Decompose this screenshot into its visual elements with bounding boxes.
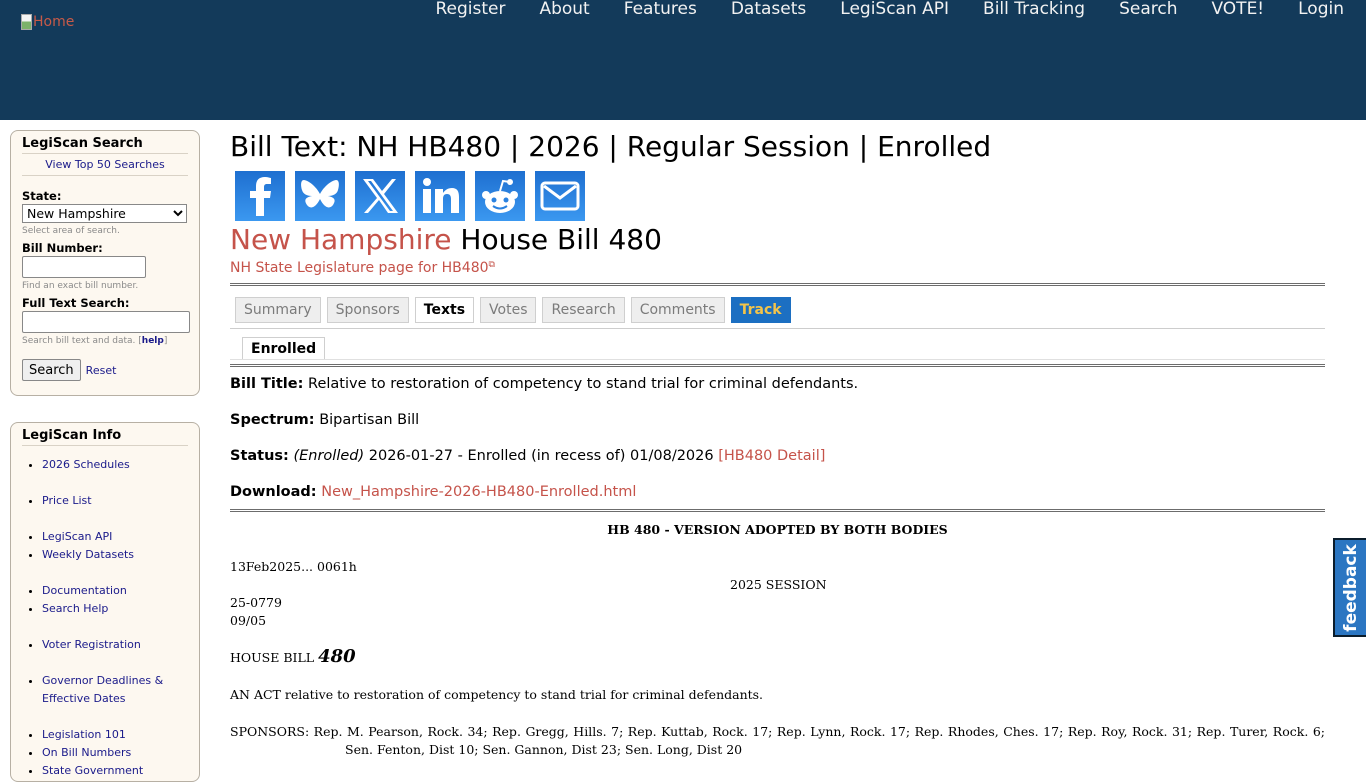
nav-search[interactable]: Search: [1119, 0, 1178, 19]
logo-alt-text: Home: [33, 14, 75, 30]
nav-bill-tracking[interactable]: Bill Tracking: [983, 0, 1086, 19]
tab-summary[interactable]: Summary: [235, 297, 321, 323]
spectrum-label: Spectrum:: [230, 412, 315, 428]
legiscan-info-panel: [10, 422, 200, 782]
spectrum-value: Bipartisan Bill: [319, 412, 420, 428]
share-email-button[interactable]: [535, 171, 585, 221]
tab-track[interactable]: Track: [731, 297, 791, 323]
full-text-hint-text: Search bill text and data.: [22, 336, 136, 346]
share-facebook-button[interactable]: [235, 171, 285, 221]
info-link-documentation[interactable]: Documentation: [42, 584, 127, 597]
info-link-price-list[interactable]: Price List: [42, 494, 92, 507]
info-link-weekly-datasets[interactable]: Weekly Datasets: [42, 548, 135, 561]
info-link-schedules[interactable]: 2026 Schedules: [42, 458, 130, 471]
bill-sponsors: SPONSORS: Rep. M. Pearson, Rock. 34; Rep. Gregg, Hills. 7; Rep. Kuttab, Rock. 17; Rep. Lynn, Rock. 17; Rep. Rhodes, Ches. 17; Rep. Roy, Rock. 31; Rep. Turer, Rock. 6; Sen. Fenton, Dist 10; Sen. Gannon, Dist 23; Sen. Long, Dist 20: [230, 724, 1325, 757]
nav-legiscan-api[interactable]: LegiScan API: [840, 0, 950, 19]
subtab-enrolled[interactable]: Enrolled: [242, 337, 325, 359]
bill-number-hint: Find an exact bill number.: [22, 281, 139, 291]
bill-lsr-number: 25-0779: [230, 595, 282, 610]
bill-text-heading: HB 480 - VERSION ADOPTED BY BOTH BODIES: [607, 522, 948, 537]
nav-login[interactable]: Login: [1298, 0, 1344, 19]
state-hint: Select area of search.: [22, 226, 120, 236]
tab-sponsors[interactable]: Sponsors: [327, 297, 409, 323]
tab-votes[interactable]: Votes: [480, 297, 536, 323]
home-logo-link[interactable]: [21, 14, 74, 30]
state-select[interactable]: [22, 204, 187, 223]
search-actions: [22, 359, 188, 381]
broken-image-icon: [21, 14, 32, 30]
house-bill-label: HOUSE BILL: [230, 650, 315, 665]
info-link-bill-numbers[interactable]: On Bill Numbers: [42, 746, 132, 759]
bill-detail-link[interactable]: [HB480 Detail]: [718, 448, 826, 464]
tab-texts[interactable]: Texts: [415, 297, 474, 323]
x-logo-icon: [361, 177, 399, 215]
nav-features[interactable]: Features: [623, 0, 697, 19]
status-value: 2026-01-27 - Enrolled (in recess of) 01/08/2026: [368, 448, 714, 464]
bill-tabs: [235, 297, 1325, 323]
site-header: [0, 0, 1366, 120]
full-text-search-input[interactable]: [22, 311, 190, 333]
info-item: [42, 636, 188, 654]
info-links-list: [22, 456, 188, 780]
legiscan-search-panel: [10, 130, 200, 396]
state-label: State:: [22, 189, 62, 203]
info-item: [42, 492, 188, 510]
act-title: AN ACT relative to restoration of competency to stand trial for criminal defendants.: [230, 687, 764, 702]
nav-register[interactable]: Register: [435, 0, 506, 19]
state-legislature-link-text: NH State Legislature page for HB480: [230, 260, 489, 276]
email-envelope-icon: [540, 181, 580, 211]
nav-about[interactable]: About: [539, 0, 590, 19]
status-row: [230, 447, 1325, 465]
main-content: [230, 130, 1325, 772]
info-panel-title: LegiScan Info: [22, 428, 188, 446]
info-item: [42, 582, 188, 600]
divider: [230, 359, 1325, 360]
full-text-label: Full Text Search:: [22, 296, 130, 310]
page-title: Bill Text: NH HB480 | 2026 | Regular Session | Enrolled: [230, 130, 992, 163]
info-item: [42, 456, 188, 474]
top-nav: [418, 0, 1344, 18]
bill-title-value: Relative to restoration of competency to stand trial for criminal defendants.: [308, 376, 859, 392]
bill-lsr-date: 09/05: [230, 613, 267, 628]
tab-comments[interactable]: Comments: [631, 297, 725, 323]
nav-vote[interactable]: VOTE!: [1211, 0, 1265, 19]
share-bluesky-button[interactable]: [295, 171, 345, 221]
nav-datasets[interactable]: Datasets: [730, 0, 807, 19]
bluesky-butterfly-icon: [300, 179, 340, 213]
linkedin-icon: [421, 177, 459, 215]
status-label: Status:: [230, 448, 289, 464]
bill-title-label: Bill Title:: [230, 376, 304, 392]
status-stage: (Enrolled): [293, 448, 365, 464]
divider: [230, 364, 1325, 367]
info-link-state-government[interactable]: State Government: [42, 764, 144, 777]
info-link-legiscan-api[interactable]: LegiScan API: [42, 530, 113, 543]
divider: [230, 328, 1325, 329]
info-item: [42, 546, 188, 564]
feedback-tab[interactable]: [1333, 538, 1366, 637]
search-panel-title: LegiScan Search: [22, 136, 188, 154]
bill-title-row: [230, 375, 1325, 393]
facebook-icon: [244, 176, 276, 216]
share-linkedin-button[interactable]: [415, 171, 465, 221]
house-bill-number: 480: [318, 646, 356, 667]
bill-number-input[interactable]: [22, 256, 146, 278]
bill-meta: [230, 375, 1325, 501]
text-version-tabs: [242, 337, 1325, 359]
download-label: Download:: [230, 484, 317, 500]
full-text-hint: Search bill text and data. [help]: [22, 336, 168, 346]
help-link[interactable]: help: [141, 336, 164, 346]
social-share-bar: [235, 171, 1325, 221]
external-link-icon: ⧉: [488, 260, 495, 270]
download-row: [230, 483, 1325, 501]
reset-link[interactable]: Reset: [85, 363, 117, 377]
info-item: [42, 600, 188, 618]
state-legislature-link[interactable]: [230, 260, 495, 276]
bill-text-body: [230, 512, 1325, 772]
info-link-voter-registration[interactable]: Voter Registration: [42, 638, 141, 651]
info-link-legislation-101[interactable]: Legislation 101: [42, 728, 126, 741]
bill-name: House Bill 480: [460, 223, 662, 256]
info-item: [42, 528, 188, 546]
tab-research[interactable]: Research: [542, 297, 624, 323]
download-link[interactable]: New_Hampshire-2026-HB480-Enrolled.html: [321, 484, 637, 500]
divider: [230, 283, 1325, 286]
info-item: [42, 762, 188, 780]
info-link-governor-deadlines[interactable]: Governor Deadlines & Effective Dates: [42, 674, 164, 705]
bill-number-label: Bill Number:: [22, 241, 103, 255]
info-item: [42, 726, 188, 744]
state-name: New Hampshire: [230, 223, 452, 256]
reddit-icon: [480, 177, 520, 215]
search-button[interactable]: Search: [22, 359, 81, 381]
info-link-search-help[interactable]: Search Help: [42, 602, 109, 615]
bill-session: 2025 SESSION: [730, 577, 827, 592]
share-x-button[interactable]: [355, 171, 405, 221]
info-item: [42, 672, 188, 708]
bill-heading: [230, 223, 1325, 257]
feedback-label: feedback: [1340, 543, 1361, 632]
house-bill-line: [230, 646, 356, 667]
share-reddit-button[interactable]: [475, 171, 525, 221]
top-50-searches-link[interactable]: View Top 50 Searches: [22, 154, 188, 176]
bill-date-code: 13Feb2025... 0061h: [230, 559, 357, 574]
spectrum-row: [230, 411, 1325, 429]
info-item: [42, 744, 188, 762]
